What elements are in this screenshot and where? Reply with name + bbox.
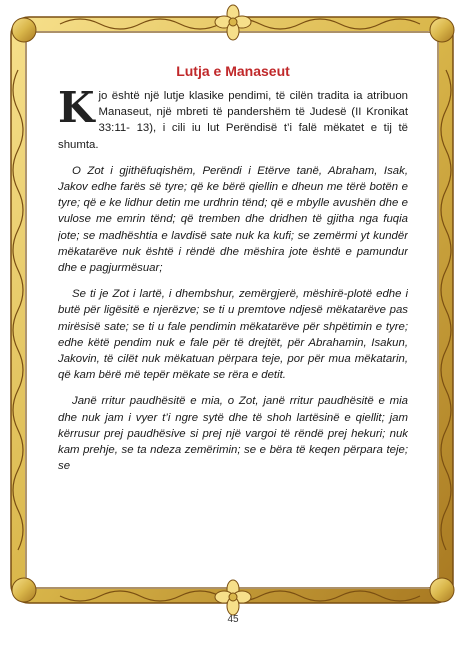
flower-icon <box>215 580 251 615</box>
prayer-paragraph: Janë rritur paudhësitë e mia, o Zot, janë rritur paudhësitë e mia dhe nuk jam i vyer t’i ngre sytë dhe të shoh lartësinë e qiellit; jam kërrusur prej paudhësive si prej një vargoi të rëndë prej hekuri; nuk kam prehje, se ta ndeza zemërimin; se e bëra të keqen përpara teje; se <box>58 395 408 473</box>
prayer-paragraph: Se ti je Zot i lartë, i dhembshur, zemërgjerë, mëshirë-plotë edhe i butë për ligësitë e njerëzve; se ti u premtove ndjesë mëkatarëve pas mirësisë sate; se ti u fale pendimin mëkatarëve për shpëtimin e tyre; edhe këtë pendim nuk e fale për të drejtët, për Abrahamin, Isakun, Jakovin, të cilët nuk mëkatuan përpara teje, por për mua mëkatarin, që kam bërë më tepër mëkate se rëra e detit. <box>58 288 408 382</box>
prayer-paragraph: O Zot i gjithëfuqishëm, Perëndi i Etërve tanë, Abraham, Isak, Jakov edhe farës së tyre; që ke bërë qiellin e dheun me tërë botën e tyre; që e ke lidhur detin me urdhrin tënd; që e mbylle avushën dhe e vulose me emrin tënd; që tremben dhe dridhen të gjitha nga fuqia jote; se madhështia e lavdisë sate nuk ka kufi; se zemërmi yt kundër mëkatarëve nuk është i rëndë dhe mëshira jote është e pamundur dhe e pagjurmësuar; <box>58 164 408 275</box>
flower-icon <box>215 5 251 40</box>
page-number: 45 <box>227 614 239 625</box>
intro-text: jo është një lutje klasike pendimi, të cilën tradita ia atribuon Manaseut, një mbreti të pandershëm të Judesë (II Kronikat 33:11- 13), i cili iu lut Perëndisë t’i falë mëkatet e tij të shumta. <box>58 90 408 151</box>
page-body <box>58 62 408 582</box>
intro-paragraph <box>58 83 408 153</box>
page-title: Lutja e Manaseut <box>176 63 290 79</box>
drop-cap: K <box>58 83 95 132</box>
